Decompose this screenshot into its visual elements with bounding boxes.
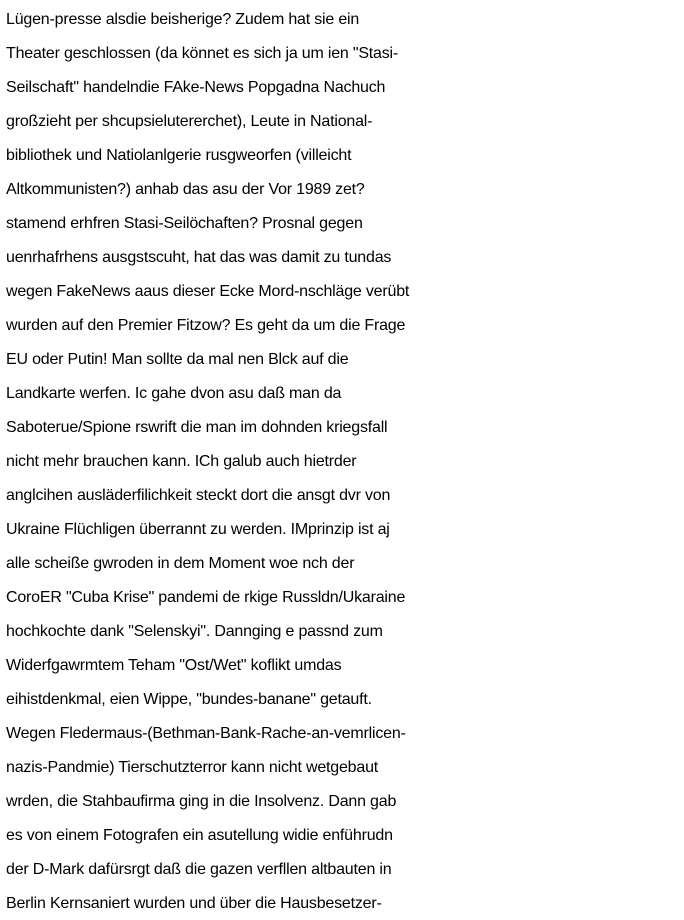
text-line: Altkommunisten?) anhab das asu der Vor 1989 zet? (6, 181, 365, 198)
text-line: Landkarte werfen. Ic gahe dvon asu daß man da (6, 385, 342, 402)
text-line: eihistdenkmal, eien Wippe, "bundes-banane" getauft. (6, 691, 372, 708)
text-line: alle scheiße gwroden in dem Moment woe nch der (6, 555, 355, 572)
text-line: Berlin Kernsaniert wurden und über die Hausbesetzer- (6, 895, 382, 912)
text-line: bibliothek und Natiolanlgerie rusgweorfen (villeicht (6, 147, 352, 164)
text-line: nazis-Pandmie) Tierschutzterror kann nicht wetgebaut (6, 759, 379, 776)
text-line: Seilschaft" handelndie FAke-News Popgadna Nachuch (6, 79, 386, 96)
text-line: CoroER "Cuba Krise" pandemi de rkige Russldn/Ukaraine (6, 589, 406, 606)
text-line: Lügen-presse alsdie beisherige? Zudem hat sie ein (6, 11, 360, 28)
text-line: Wegen Fledermaus-(Bethman-Bank-Rache-an-vemrlicen- (6, 725, 406, 742)
text-line: hochkochte dank "Selenskyi". Dannging e passnd zum (6, 623, 383, 640)
text-line: anglcihen ausläderfilichkeit steckt dort die ansgt dvr von (6, 487, 391, 504)
text-line: Ukraine Flüchligen überrannt zu werden. IMprinzip ist aj (6, 521, 390, 538)
text-line: Theater geschlossen (da könnet es sich ja um ien "Stasi- (6, 45, 399, 62)
text-line: der D-Mark dafürsrgt daß die gazen verfllen altbauten in (6, 861, 392, 878)
text-line: es von einem Fotografen ein asutellung widie enführudn (6, 827, 393, 844)
text-line: stamend erhfren Stasi-Seilöchaften? Prosnal gegen (6, 215, 363, 232)
document-text-block (6, 3, 684, 920)
text-line: wurden auf den Premier Fitzow? Es geht da um die Frage (6, 317, 406, 334)
text-line: EU oder Putin! Man sollte da mal nen Blck auf die (6, 351, 349, 368)
text-line: großzieht per shcupsielutererchet), Leute in National- (6, 113, 373, 130)
text-line: uenrhafrhens ausgstscuht, hat das was damit zu tundas (6, 249, 392, 266)
text-line: wrden, die Stahbaufirma ging in die Insolvenz. Dann gab (6, 793, 397, 810)
text-line: nicht mehr brauchen kann. ICh galub auch hietrder (6, 453, 357, 470)
text-line: Widerfgawrmtem Teham "Ost/Wet" koflikt umdas (6, 657, 342, 674)
text-line: Saboterue/Spione rswrift die man im dohnden kriegsfall (6, 419, 388, 436)
text-line: wegen FakeNews aaus dieser Ecke Mord-nschläge verübt (6, 283, 410, 300)
